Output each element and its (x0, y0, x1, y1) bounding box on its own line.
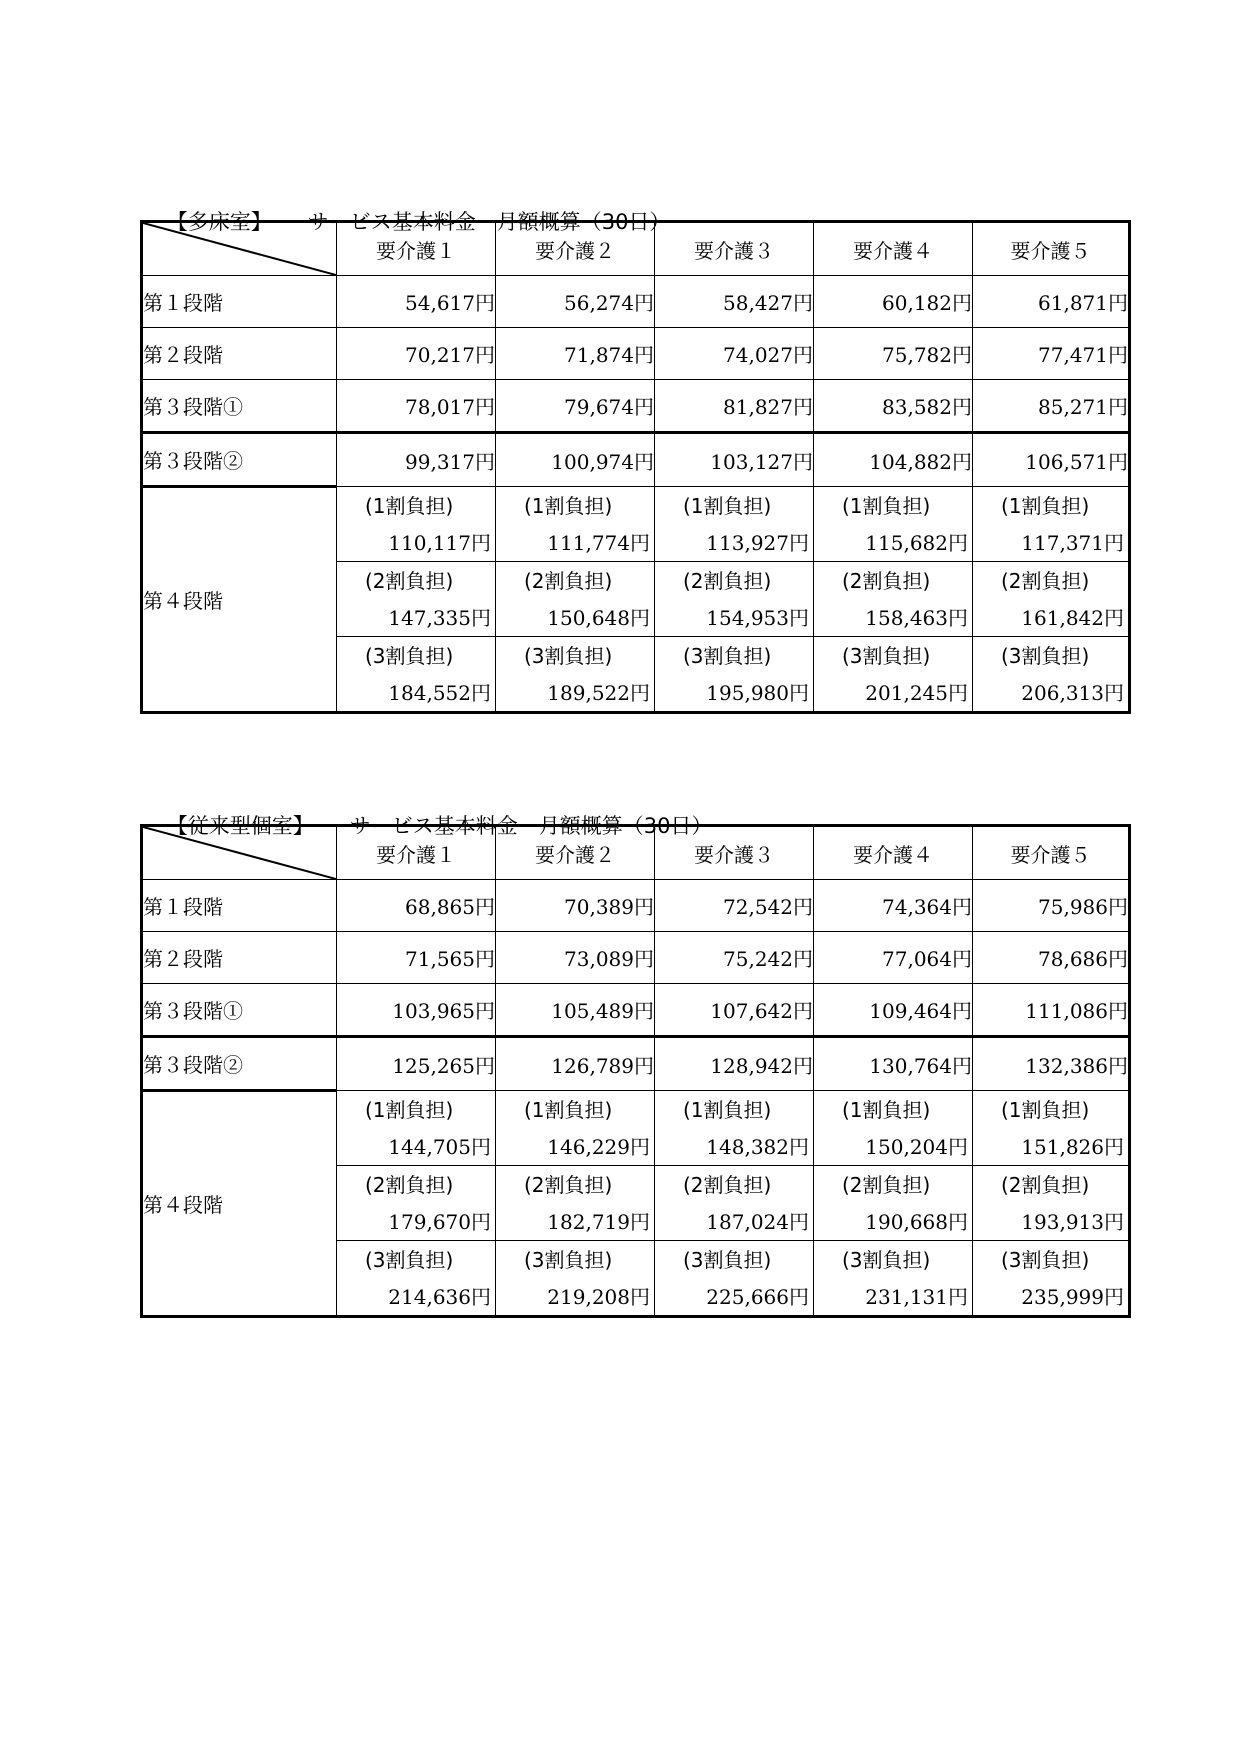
fee-amount: 151,826円 (1021, 1135, 1124, 1159)
fee-amount: 193,913円 (1021, 1210, 1124, 1234)
fee-cell: 74,364円 (814, 880, 973, 932)
fee-amount: 231,131円 (865, 1285, 968, 1309)
burden-label: (3割負担) (365, 644, 454, 668)
fee-cell: 125,265円 (337, 1037, 496, 1091)
fee-amount: 111,774円 (547, 531, 650, 555)
burden-cell (655, 1166, 814, 1241)
burden-cell (496, 1166, 655, 1241)
table-row (142, 487, 1130, 562)
burden-cell (973, 1241, 1130, 1317)
burden-cell (337, 637, 496, 713)
fee-cell: 103,127円 (655, 433, 814, 487)
table-row (142, 276, 1130, 328)
burden-cell (973, 637, 1130, 713)
fee-cell: 75,242円 (655, 932, 814, 984)
column-header: 要介護３ (655, 826, 814, 880)
column-header: 要介護５ (973, 826, 1130, 880)
burden-cell (814, 562, 973, 637)
fee-cell: 111,086円 (973, 984, 1130, 1037)
burden-label: (3割負担) (1001, 644, 1090, 668)
fee-amount: 146,229円 (547, 1135, 650, 1159)
burden-label: (3割負担) (524, 1248, 613, 1272)
burden-cell (973, 1091, 1130, 1166)
column-header: 要介護４ (814, 222, 973, 276)
fee-cell: 54,617円 (337, 276, 496, 328)
burden-label: (3割負担) (683, 1248, 772, 1272)
fee-cell: 130,764円 (814, 1037, 973, 1091)
section-subtitle: サービス基本料金 月額概算（30日） (307, 210, 671, 234)
fee-amount: 214,636円 (388, 1285, 491, 1309)
burden-cell (496, 562, 655, 637)
burden-label: (2割負担) (683, 569, 772, 593)
burden-label: (2割負担) (365, 1173, 454, 1197)
fee-cell: 72,542円 (655, 880, 814, 932)
burden-cell (655, 487, 814, 562)
burden-cell (973, 562, 1130, 637)
burden-cell (973, 1166, 1130, 1241)
fee-amount: 113,927円 (706, 531, 809, 555)
stage-label: 第３段階① (142, 380, 337, 433)
burden-label: (2割負担) (1001, 569, 1090, 593)
stage-label: 第３段階① (142, 984, 337, 1037)
table-row (142, 1037, 1130, 1091)
fee-amount: 184,552円 (388, 681, 491, 705)
column-header: 要介護２ (496, 222, 655, 276)
fee-cell: 107,642円 (655, 984, 814, 1037)
fee-amount: 195,980円 (706, 681, 809, 705)
fee-amount: 182,719円 (547, 1210, 650, 1234)
table-row (142, 984, 1130, 1037)
fee-cell: 68,865円 (337, 880, 496, 932)
burden-label: (1割負担) (524, 494, 613, 518)
fee-amount: 190,668円 (865, 1210, 968, 1234)
diagonal-line (143, 827, 336, 879)
column-header: 要介護５ (973, 222, 1130, 276)
fee-cell: 78,017円 (337, 380, 496, 433)
room-type-label: 【多床室】 (166, 210, 272, 234)
fee-cell: 81,827円 (655, 380, 814, 433)
burden-label: (2割負担) (842, 569, 931, 593)
burden-cell (973, 487, 1130, 562)
burden-cell (814, 1241, 973, 1317)
burden-cell (814, 637, 973, 713)
fee-amount: 117,371円 (1021, 531, 1124, 555)
fee-cell: 71,874円 (496, 328, 655, 380)
fee-cell: 77,471円 (973, 328, 1130, 380)
diagonal-corner-cell (142, 826, 337, 880)
fee-cell: 77,064円 (814, 932, 973, 984)
fee-cell: 126,789円 (496, 1037, 655, 1091)
fee-cell: 103,965円 (337, 984, 496, 1037)
burden-cell (496, 487, 655, 562)
table-row (142, 380, 1130, 433)
column-header: 要介護１ (337, 222, 496, 276)
burden-label: (2割負担) (365, 569, 454, 593)
rate-table (140, 824, 1131, 1318)
column-header: 要介護１ (337, 826, 496, 880)
burden-label: (1割負担) (1001, 1098, 1090, 1122)
stage-label: 第４段階 (142, 1091, 337, 1317)
fee-cell: 56,274円 (496, 276, 655, 328)
fee-cell: 99,317円 (337, 433, 496, 487)
fee-amount: 147,335円 (388, 606, 491, 630)
burden-label: (2割負担) (683, 1173, 772, 1197)
burden-cell (337, 1091, 496, 1166)
fee-amount: 201,245円 (865, 681, 968, 705)
column-header: 要介護２ (496, 826, 655, 880)
burden-label: (3割負担) (365, 1248, 454, 1272)
burden-label: (3割負担) (524, 644, 613, 668)
fee-amount: 225,666円 (706, 1285, 809, 1309)
fee-amount: 148,382円 (706, 1135, 809, 1159)
fee-cell: 85,271円 (973, 380, 1130, 433)
fee-cell: 70,217円 (337, 328, 496, 380)
fee-amount: 144,705円 (388, 1135, 491, 1159)
fee-cell: 73,089円 (496, 932, 655, 984)
stage-label: 第４段階 (142, 487, 337, 713)
burden-cell (337, 1166, 496, 1241)
burden-cell (655, 1241, 814, 1317)
fee-amount: 161,842円 (1021, 606, 1124, 630)
burden-label: (3割負担) (842, 1248, 931, 1272)
burden-cell (496, 637, 655, 713)
burden-label: (1割負担) (524, 1098, 613, 1122)
fee-cell: 106,571円 (973, 433, 1130, 487)
stage-label: 第１段階 (142, 276, 337, 328)
fee-cell: 75,986円 (973, 880, 1130, 932)
table-row (142, 880, 1130, 932)
fee-amount: 158,463円 (865, 606, 968, 630)
fee-amount: 179,670円 (388, 1210, 491, 1234)
fee-amount: 150,204円 (865, 1135, 968, 1159)
fee-cell: 100,974円 (496, 433, 655, 487)
fee-cell: 105,489円 (496, 984, 655, 1037)
burden-label: (2割負担) (524, 569, 613, 593)
column-header: 要介護４ (814, 826, 973, 880)
burden-label: (2割負担) (1001, 1173, 1090, 1197)
fee-amount: 154,953円 (706, 606, 809, 630)
column-header: 要介護３ (655, 222, 814, 276)
burden-cell (337, 1241, 496, 1317)
burden-cell (814, 1166, 973, 1241)
fee-amount: 110,117円 (388, 531, 491, 555)
fee-cell: 74,027円 (655, 328, 814, 380)
burden-label: (3割負担) (842, 644, 931, 668)
burden-label: (2割負担) (524, 1173, 613, 1197)
table-row (142, 932, 1130, 984)
table-row (142, 1091, 1130, 1166)
fee-amount: 187,024円 (706, 1210, 809, 1234)
fee-cell: 58,427円 (655, 276, 814, 328)
fee-amount: 189,522円 (547, 681, 650, 705)
fee-cell: 104,882円 (814, 433, 973, 487)
fee-cell: 78,686円 (973, 932, 1130, 984)
table-row (142, 328, 1130, 380)
fee-cell: 79,674円 (496, 380, 655, 433)
burden-label: (1割負担) (842, 1098, 931, 1122)
burden-label: (1割負担) (1001, 494, 1090, 518)
fee-cell: 132,386円 (973, 1037, 1130, 1091)
burden-label: (1割負担) (365, 1098, 454, 1122)
burden-cell (655, 562, 814, 637)
section-subtitle: サービス基本料金 月額概算（30日） (349, 814, 713, 838)
burden-cell (655, 637, 814, 713)
diagonal-line (143, 223, 336, 275)
fee-cell: 83,582円 (814, 380, 973, 433)
burden-label: (1割負担) (365, 494, 454, 518)
burden-label: (1割負担) (683, 1098, 772, 1122)
rate-table (140, 220, 1131, 714)
burden-label: (2割負担) (842, 1173, 931, 1197)
burden-label: (3割負担) (1001, 1248, 1090, 1272)
burden-cell (814, 487, 973, 562)
stage-label: 第２段階 (142, 328, 337, 380)
burden-label: (1割負担) (683, 494, 772, 518)
fee-cell: 71,565円 (337, 932, 496, 984)
stage-label: 第３段階② (142, 1037, 337, 1091)
fee-cell: 61,871円 (973, 276, 1130, 328)
fee-cell: 128,942円 (655, 1037, 814, 1091)
burden-cell (496, 1241, 655, 1317)
fee-cell: 109,464円 (814, 984, 973, 1037)
fee-amount: 206,313円 (1021, 681, 1124, 705)
stage-label: 第３段階② (142, 433, 337, 487)
table-row (142, 433, 1130, 487)
burden-cell (655, 1091, 814, 1166)
fee-cell: 75,782円 (814, 328, 973, 380)
burden-cell (814, 1091, 973, 1166)
burden-label: (1割負担) (842, 494, 931, 518)
fee-amount: 235,999円 (1021, 1285, 1124, 1309)
fee-amount: 150,648円 (547, 606, 650, 630)
diagonal-corner-cell (142, 222, 337, 276)
burden-cell (337, 487, 496, 562)
stage-label: 第２段階 (142, 932, 337, 984)
burden-cell (496, 1091, 655, 1166)
fee-cell: 60,182円 (814, 276, 973, 328)
fee-cell: 70,389円 (496, 880, 655, 932)
burden-label: (3割負担) (683, 644, 772, 668)
burden-cell (337, 562, 496, 637)
fee-amount: 219,208円 (547, 1285, 650, 1309)
fee-amount: 115,682円 (865, 531, 968, 555)
stage-label: 第１段階 (142, 880, 337, 932)
room-type-label: 【従来型個室】 (166, 814, 314, 838)
